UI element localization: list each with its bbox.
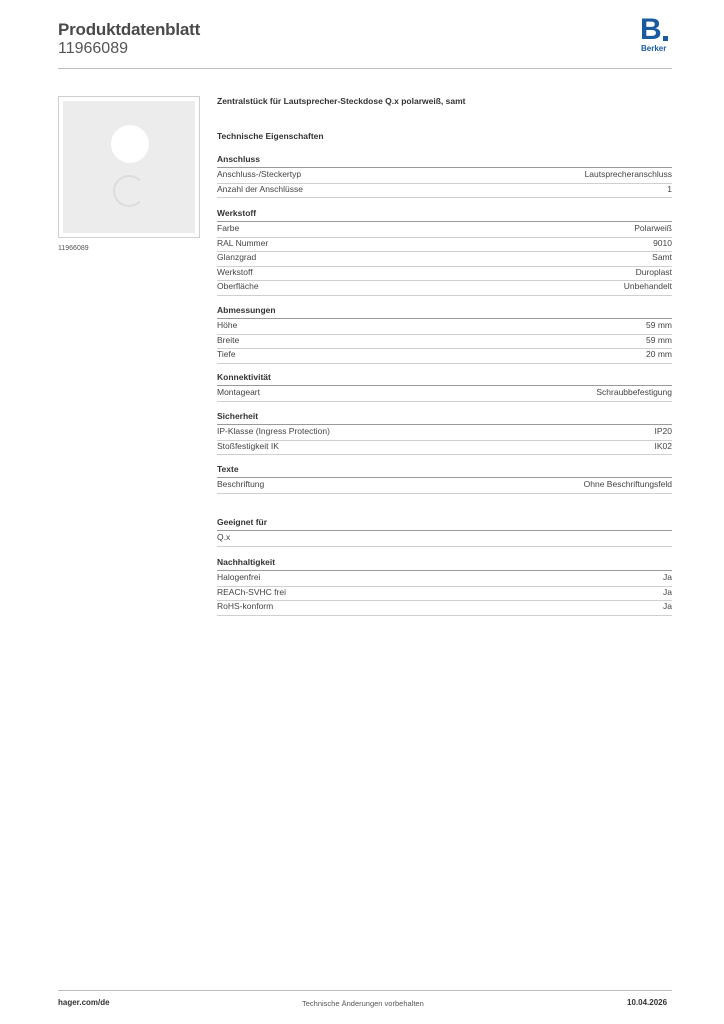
product-name: Zentralstück für Lautsprecher-Steckdose Q.x polarweiß, samt (217, 96, 466, 106)
berker-logo (638, 13, 674, 56)
property-value: 1 (667, 183, 672, 194)
group-title: Texte (217, 464, 239, 474)
property-key: Breite (217, 334, 240, 345)
property-key: Anzahl der Anschlüsse (217, 183, 303, 194)
property-key: Halogenfrei (217, 572, 261, 582)
footer-notice: Technische Änderungen vorbehalten (302, 999, 424, 1008)
property-key: Stoßfestigkeit IK (217, 440, 279, 451)
page-title: Produktdatenblatt (58, 20, 201, 39)
property-row (217, 571, 672, 587)
property-value: 20 mm (646, 349, 672, 360)
property-key: Glanzgrad (217, 252, 257, 263)
property-row (217, 251, 672, 267)
property-value: IK02 (654, 440, 672, 451)
property-key: REACh-SVHC frei (217, 586, 286, 597)
property-value: Lautsprecheranschluss (584, 169, 672, 179)
property-value: 59 mm (646, 334, 672, 345)
property-row (217, 600, 672, 616)
logo-letter: B (640, 13, 662, 46)
header-divider (58, 68, 672, 69)
product-image (58, 96, 200, 238)
group-title: Werkstoff (217, 208, 257, 218)
group-title: Anschluss (217, 154, 260, 164)
property-key: RoHS-konform (217, 601, 274, 612)
property-row (217, 183, 672, 199)
property-value: Unbehandelt (623, 281, 672, 292)
property-row (217, 478, 672, 494)
group-title: Geeignet für (217, 517, 268, 527)
technical-properties-heading: Technische Eigenschaften (217, 131, 324, 141)
property-value: Duroplast (635, 266, 672, 277)
property-row (217, 425, 672, 441)
plate-opening (111, 125, 149, 163)
property-row (217, 222, 672, 238)
property-key: Tiefe (217, 349, 236, 360)
product-plate (63, 101, 195, 233)
footer-divider (58, 990, 672, 991)
property-row (217, 168, 672, 184)
property-value: Ja (663, 586, 672, 597)
property-value: 59 mm (646, 320, 672, 330)
property-row (217, 280, 672, 296)
property-value: Ohne Beschriftungsfeld (583, 479, 672, 489)
property-row (217, 440, 672, 456)
footer-date: 10.04.2026 (627, 998, 668, 1007)
property-row (217, 531, 672, 547)
property-key: Q.x (217, 532, 231, 542)
property-key: IP-Klasse (Ingress Protection) (217, 426, 330, 436)
footer-website[interactable]: hager.com/de (58, 998, 110, 1007)
property-value: Ja (663, 572, 672, 582)
logo-text: Berker (641, 44, 667, 53)
property-key: Oberfläche (217, 281, 259, 292)
image-caption: 11966089 (58, 245, 89, 252)
property-key: Höhe (217, 320, 238, 330)
property-value: Samt (652, 252, 672, 263)
group-title: Konnektivität (217, 372, 271, 382)
property-value: Ja (663, 601, 672, 612)
property-key: Werkstoff (217, 266, 253, 277)
property-key: Anschluss-/Steckertyp (217, 169, 302, 179)
property-value: Polarweiß (634, 223, 672, 233)
property-row (217, 386, 672, 402)
property-row (217, 348, 672, 364)
group-title: Sicherheit (217, 411, 259, 421)
group-title: Abmessungen (217, 305, 276, 315)
property-row (217, 319, 672, 335)
property-row (217, 334, 672, 350)
property-value: 9010 (653, 237, 672, 248)
property-row (217, 266, 672, 282)
property-row (217, 237, 672, 253)
article-number: 11966089 (58, 40, 128, 57)
property-value: Schraubbefestigung (596, 387, 672, 397)
property-row (217, 586, 672, 602)
property-key: Montageart (217, 387, 260, 397)
logo-dot (663, 36, 668, 41)
property-key: RAL Nummer (217, 237, 269, 248)
group-title: Nachhaltigkeit (217, 557, 276, 567)
property-key: Farbe (217, 223, 240, 233)
property-value: IP20 (654, 426, 672, 436)
property-key: Beschriftung (217, 479, 265, 489)
plate-ring (113, 175, 145, 207)
